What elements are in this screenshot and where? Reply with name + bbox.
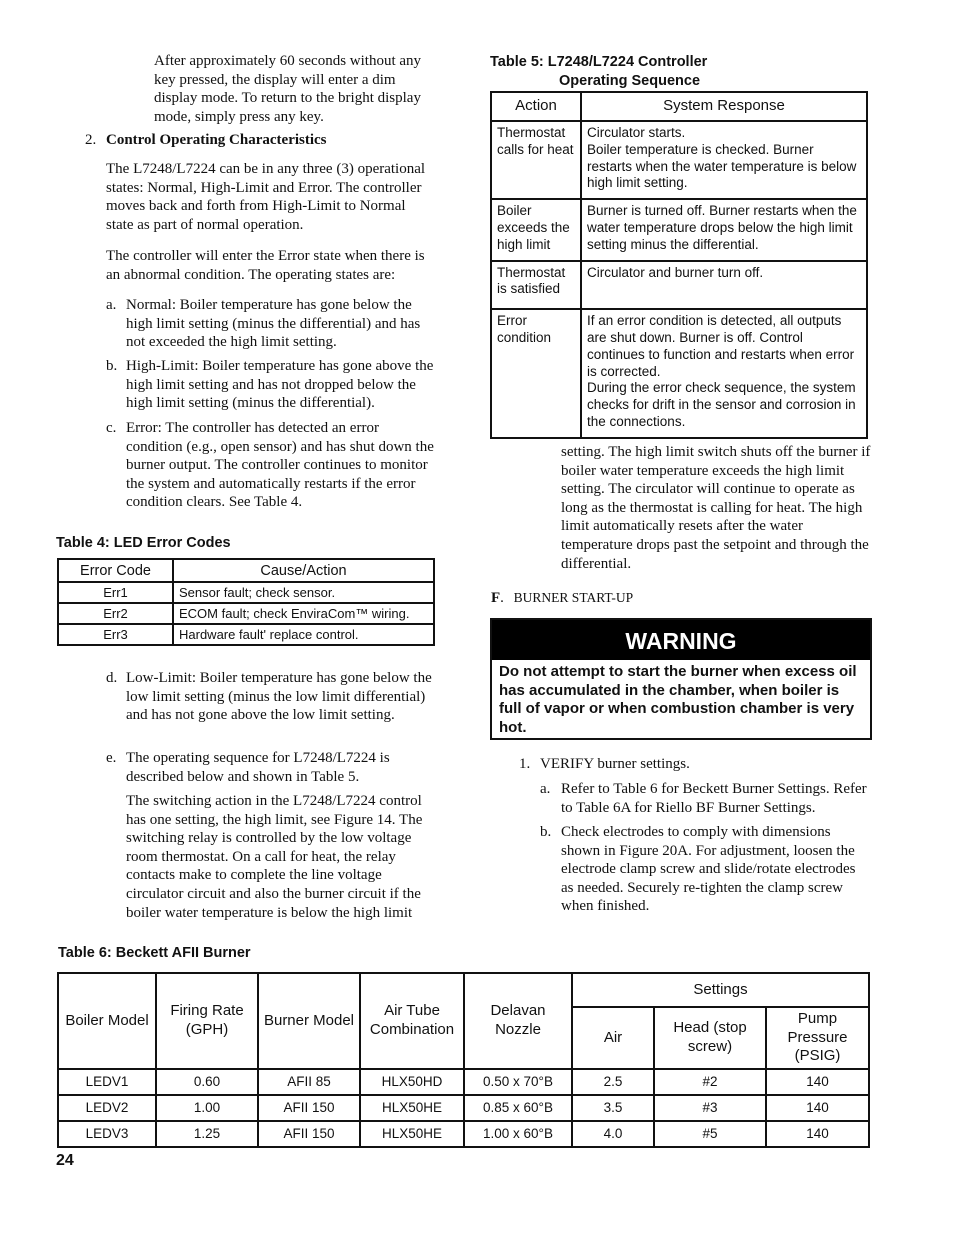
step-1a: [540, 780, 870, 817]
column-header-system-response: System Response: [581, 92, 867, 121]
error-state-paragraph: The controller will enter the Error state when there is an abnormal condition. The operating states are:: [106, 248, 425, 283]
table-row: [491, 121, 867, 199]
table4-caption: Table 4: LED Error Codes: [56, 535, 231, 551]
table-row: [58, 1069, 869, 1095]
step-1: [519, 755, 859, 774]
column-header-air: Air: [572, 1007, 654, 1069]
error-code-cell: Err2: [58, 603, 173, 624]
table-header-row: [491, 92, 867, 121]
cause-action-cell: ECOM fault; check EnviraCom™ wiring.: [173, 603, 434, 624]
step-1b: [540, 823, 870, 916]
table-row: [491, 261, 867, 310]
state-item-text: Error: The controller has detected an error condition (e.g., open sensor) and has shut down the burner output. The controller continues to monitor the system and automatically restarts if the error condition clears. See Table 4.: [126, 420, 434, 511]
air-cell: 2.5: [572, 1069, 654, 1095]
operating-sequence-table: [490, 91, 868, 439]
air-cell: 4.0: [572, 1121, 654, 1147]
state-item-marker: d.: [106, 670, 118, 686]
table-row: [58, 1095, 869, 1121]
state-item-text: Low-Limit: Boiler temperature has gone below the low limit setting (minus the low limit differential) and has not gone above the low limit setting.: [126, 670, 432, 724]
state-item-normal: [106, 296, 436, 352]
table-row: [58, 1121, 869, 1147]
column-header-action: Action: [491, 92, 581, 121]
action-cell: Thermostat is satisfied: [491, 261, 581, 310]
column-header-firing-rate: Firing Rate (GPH): [156, 973, 258, 1069]
burner-model-cell: AFII 85: [258, 1069, 360, 1095]
nozzle-cell: 0.50 x 70°B: [464, 1069, 572, 1095]
air-tube-cell: HLX50HE: [360, 1121, 464, 1147]
error-code-cell: Err3: [58, 624, 173, 645]
burner-model-cell: AFII 150: [258, 1095, 360, 1121]
state-item-marker: b.: [106, 358, 118, 374]
table6-caption: Table 6: Beckett AFII Burner: [58, 945, 251, 961]
burner-model-cell: AFII 150: [258, 1121, 360, 1147]
column-header-head: Head (stop screw): [654, 1007, 766, 1069]
state-item-marker: e.: [106, 750, 117, 766]
boiler-model-cell: LEDV1: [58, 1069, 156, 1095]
cause-action-cell: Sensor fault; check sensor.: [173, 582, 434, 603]
step-text: VERIFY burner settings.: [540, 756, 690, 772]
pump-pressure-cell: 140: [766, 1121, 869, 1147]
system-response-cell: Circulator and burner turn off.: [581, 261, 867, 310]
head-cell: #3: [654, 1095, 766, 1121]
page-number: 24: [56, 1152, 74, 1169]
column-header-nozzle: Delavan Nozzle: [464, 973, 572, 1069]
intro-paragraph: After approximately 60 seconds without any key pressed, the display will enter a dim display mode. To return to the bright display mode, simply press any key.: [154, 53, 422, 125]
state-item-high-limit: [106, 357, 436, 413]
action-cell: Boiler exceeds the high limit: [491, 199, 581, 260]
step-marker: a.: [540, 781, 551, 797]
head-cell: #5: [654, 1121, 766, 1147]
boiler-model-cell: LEDV2: [58, 1095, 156, 1121]
step-text: Check electrodes to comply with dimensions shown in Figure 20A. For adjustment, loosen the electrode clamp screw and slide/rotate electrodes as needed. Securely re-tighten the clamp screw when finished.: [561, 824, 856, 915]
table-row: [58, 582, 434, 603]
state-item-marker: c.: [106, 420, 117, 436]
column-header-cause-action: Cause/Action: [173, 559, 434, 582]
state-item-marker: a.: [106, 297, 117, 313]
action-cell: Error condition: [491, 309, 581, 438]
section-2-title: Control Operating Characteristics: [106, 132, 327, 148]
section-f-title: BURNER START-UP: [513, 590, 634, 605]
section-2-heading: [85, 131, 435, 150]
firing-rate-cell: 1.00: [156, 1095, 258, 1121]
step-marker: 1.: [519, 756, 531, 772]
warning-box: [490, 618, 872, 740]
table-row: [58, 603, 434, 624]
firing-rate-cell: 1.25: [156, 1121, 258, 1147]
head-cell: #2: [654, 1069, 766, 1095]
state-item-text: The operating sequence for L7248/L7224 is described below and shown in Table 5.: [126, 750, 390, 785]
pump-pressure-cell: 140: [766, 1095, 869, 1121]
air-tube-cell: HLX50HE: [360, 1095, 464, 1121]
system-response-cell: Burner is turned off. Burner restarts when the water temperature drops below the high limit setting minus the differential.: [581, 199, 867, 260]
state-item-error: [106, 419, 436, 512]
operational-states-paragraph: The L7248/L7224 can be in any three (3) operational states: Normal, High-Limit and Error. The controller moves back and forth from High-Limit to Normal state as part of normal operation.: [106, 161, 426, 233]
section-f-letter: F: [491, 590, 501, 606]
pump-pressure-cell: 140: [766, 1069, 869, 1095]
table-header-row: [58, 559, 434, 582]
table-header-row: [58, 973, 869, 1007]
step-text: Refer to Table 6 for Beckett Burner Settings. Refer to Table 6A for Riello BF Burner Settings.: [561, 781, 867, 816]
column-header-air-tube: Air Tube Combination: [360, 973, 464, 1069]
table5-caption-line1: Table 5: L7248/L7224 Controller: [490, 54, 708, 70]
step-marker: b.: [540, 824, 552, 840]
boiler-model-cell: LEDV3: [58, 1121, 156, 1147]
table-row: [491, 309, 867, 438]
table-row: [58, 624, 434, 645]
high-limit-continuation-paragraph: setting. The high limit switch shuts off the burner if boiler water temperature exceeds the high limit setting. The circulator will continue to operate as long as the thermostat is calling for heat. The high limit automatically resets after the water temperature drops past the setpoint and through the differential.: [561, 444, 871, 572]
state-item-text: High-Limit: Boiler temperature has gone above the high limit setting and has not dropped below the high limit setting (minus the differential).: [126, 358, 434, 412]
warning-text: Do not attempt to start the burner when excess oil has accumulated in the chamber, when boiler is full of vapor or when combustion chamber is very hot.: [499, 663, 857, 736]
air-tube-cell: HLX50HD: [360, 1069, 464, 1095]
column-header-boiler-model: Boiler Model: [58, 973, 156, 1069]
system-response-cell: Circulator starts. Boiler temperature is checked. Burner restarts when the water temperature is below high limit setting.: [581, 121, 867, 199]
switching-action-paragraph: The switching action in the L7248/L7224 control has one setting, the high limit, see Figure 14. The switching relay is controlled by the low voltage room thermostat. On a call for heat, the relay contacts make to complete the line voltage circulator circuit and also the burner circuit if the boiler water temperature is below the high limit: [126, 793, 423, 921]
operating-sequence-item: [106, 749, 436, 786]
system-response-cell: If an error condition is detected, all outputs are shut down. Burner is off. Control continues to function and restarts when error is corrected. During the error check sequence, the system checks for drift in the sensor and corrosion in the connections.: [581, 309, 867, 438]
air-cell: 3.5: [572, 1095, 654, 1121]
table5-caption-line2: Operating Sequence: [559, 73, 701, 89]
beckett-burner-settings-table: [57, 972, 870, 1148]
column-header-burner-model: Burner Model: [258, 973, 360, 1069]
warning-title: WARNING: [492, 620, 870, 660]
cause-action-cell: Hardware fault' replace control.: [173, 624, 434, 645]
action-cell: Thermostat calls for heat: [491, 121, 581, 199]
led-error-codes-table: [57, 558, 435, 646]
column-header-pump-pressure: Pump Pressure (PSIG): [766, 1007, 869, 1069]
firing-rate-cell: 0.60: [156, 1069, 258, 1095]
state-item-text: Normal: Boiler temperature has gone below the high limit setting (minus the differential) and has not exceeded the high limit setting.: [126, 297, 421, 351]
state-item-low-limit: [106, 669, 436, 725]
table-row: [491, 199, 867, 260]
section-f-heading: F. BURNER START-UP: [491, 590, 634, 606]
column-header-settings: Settings: [572, 973, 869, 1007]
column-header-error-code: Error Code: [58, 559, 173, 582]
error-code-cell: Err1: [58, 582, 173, 603]
section-2-number: 2.: [85, 132, 97, 148]
nozzle-cell: 0.85 x 60°B: [464, 1095, 572, 1121]
nozzle-cell: 1.00 x 60°B: [464, 1121, 572, 1147]
